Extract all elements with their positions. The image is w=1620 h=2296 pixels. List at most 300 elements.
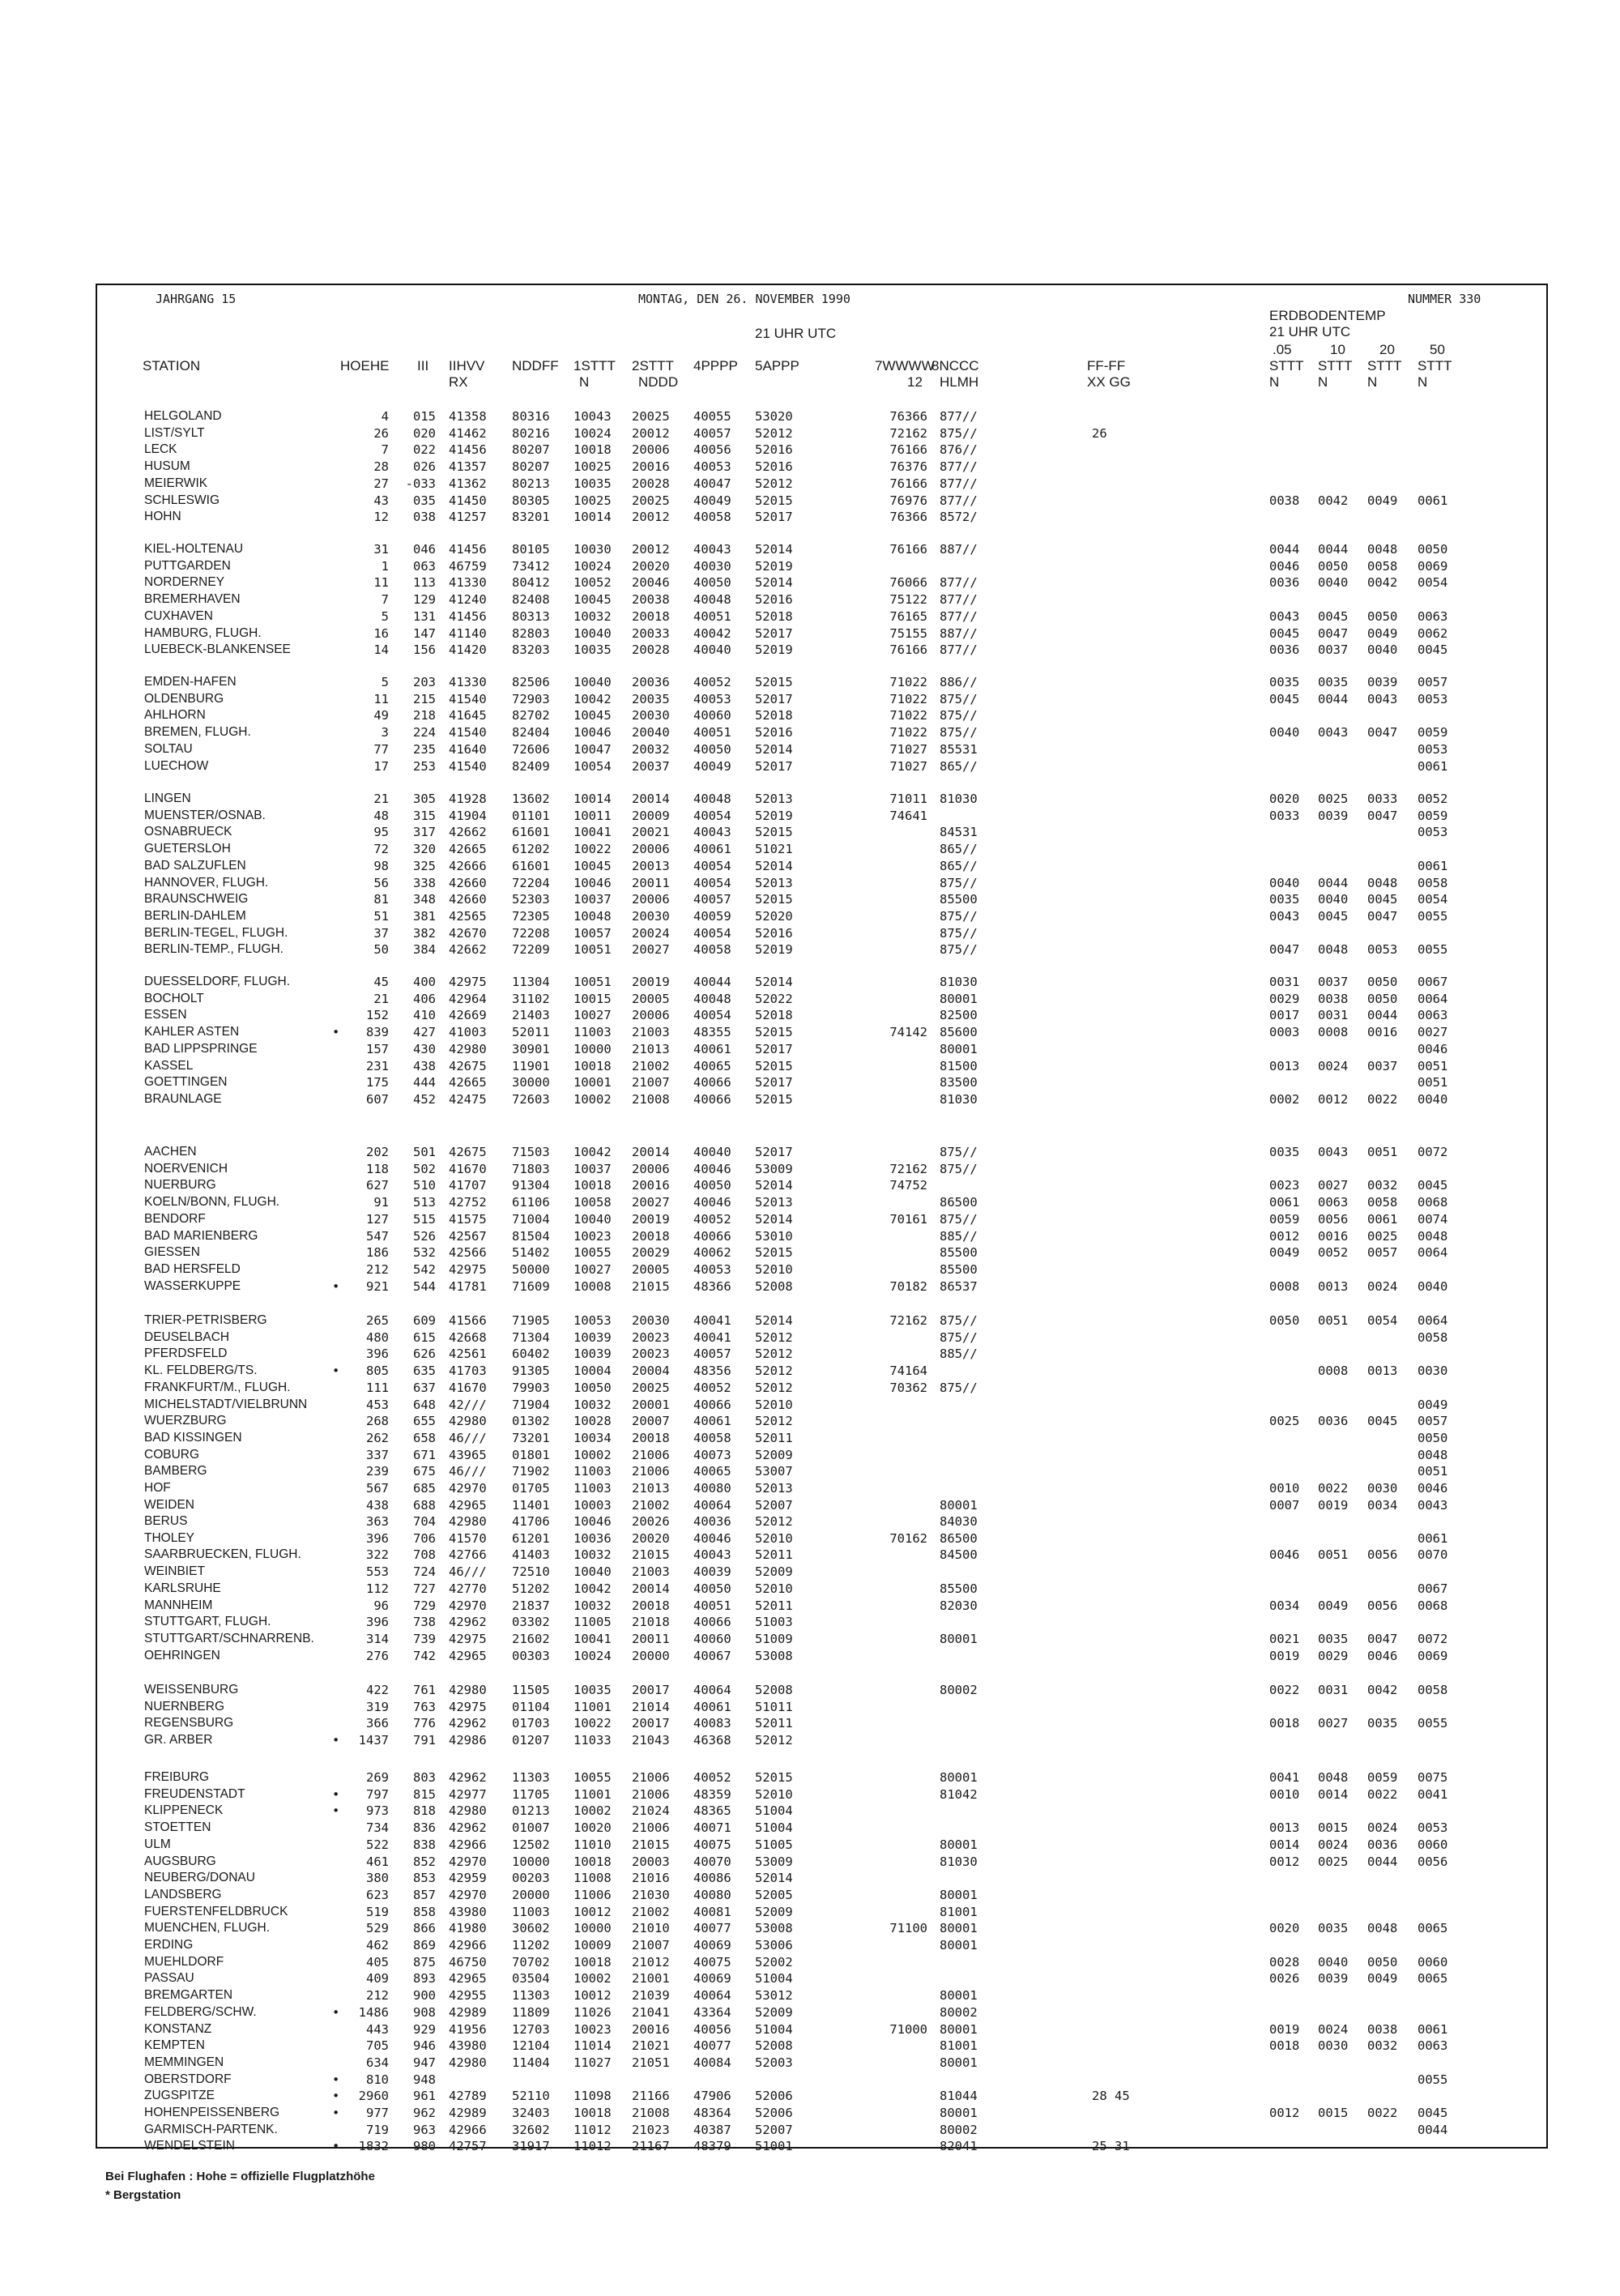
station-index: 015 xyxy=(413,409,436,424)
station-index: 235 xyxy=(413,741,436,757)
mountain-station-marker: • xyxy=(332,2106,340,2120)
group-1-value: 42962 xyxy=(449,1820,487,1836)
group-2-value: 71803 xyxy=(512,1161,550,1176)
soil-temp-1: 0046 xyxy=(1269,558,1300,574)
soil-temp-3: 0030 xyxy=(1367,1481,1398,1496)
group-6-value: 52011 xyxy=(755,1547,793,1563)
group-2-value: 72208 xyxy=(512,925,550,941)
soil-temp-1: 0033 xyxy=(1269,808,1300,823)
group-3-value: 10041 xyxy=(573,825,612,840)
station-name: DEUSELBACH xyxy=(144,1329,230,1344)
cloud-group-8: 80001 xyxy=(940,991,978,1006)
station-index: 704 xyxy=(413,1514,436,1529)
cloud-group-8: 8572/ xyxy=(940,510,978,525)
station-name: BERLIN-TEMP., FLUGH. xyxy=(144,942,284,957)
weather-group-7: 76366 xyxy=(889,510,927,525)
group-6-value: 52009 xyxy=(755,1447,793,1462)
soil-temp-4: 0063 xyxy=(1418,608,1448,624)
group-2-value: 11505 xyxy=(512,1683,550,1697)
cloud-group-8: 80002 xyxy=(940,2004,978,2020)
group-1-value: 42970 xyxy=(449,1887,487,1902)
group-3-value: 10042 xyxy=(573,1145,612,1159)
station-height: 314 xyxy=(366,1631,389,1646)
soil-temp-4: 0055 xyxy=(1418,942,1448,958)
group-4-value: 21041 xyxy=(632,2004,670,2020)
group-2-value: 03302 xyxy=(512,1615,550,1630)
soil-temp-4: 0057 xyxy=(1418,675,1448,689)
cloud-group-8: 80001 xyxy=(940,1887,978,1902)
group-2-value: 11003 xyxy=(512,1904,550,1919)
weather-group-7: 76165 xyxy=(889,608,927,624)
table-row xyxy=(97,2055,1550,2071)
group-3-value: 10023 xyxy=(573,1228,612,1244)
group-5-value: 40059 xyxy=(693,908,731,924)
group-5-value: 40061 xyxy=(693,842,731,857)
weather-group-7: 76166 xyxy=(889,642,927,658)
group-2-value: 73201 xyxy=(512,1430,550,1445)
soil-temp-4: 0061 xyxy=(1418,858,1448,873)
soil-temp-1: 0050 xyxy=(1269,1313,1300,1328)
soil-temp-1: 0036 xyxy=(1269,642,1300,658)
soil-temp-3: 0032 xyxy=(1367,2038,1398,2054)
group-2-value: 73412 xyxy=(512,558,550,574)
group-2-value: 21403 xyxy=(512,1008,550,1023)
group-3-value: 10018 xyxy=(573,1854,612,1869)
soil-temp-4: 0070 xyxy=(1418,1547,1448,1563)
soil-temp-2: 0051 xyxy=(1318,1547,1349,1563)
group-3-value: 10009 xyxy=(573,1938,612,1952)
table-row xyxy=(97,1228,1550,1244)
station-name: NEUBERG/DONAU xyxy=(144,1871,255,1885)
table-row xyxy=(97,408,1550,425)
soil-temp-1: 0028 xyxy=(1269,1954,1300,1970)
mountain-station-marker: • xyxy=(332,2072,340,2087)
group-4-value: 21023 xyxy=(632,2122,670,2137)
soil-temp-4: 0055 xyxy=(1418,908,1448,924)
group-6-value: 52015 xyxy=(755,1058,793,1073)
group-1-value: 42980 xyxy=(449,2055,487,2070)
soil-temp-1: 0025 xyxy=(1269,1414,1300,1429)
table-row xyxy=(97,741,1550,758)
table-row xyxy=(97,1530,1550,1547)
group-2-value: 71503 xyxy=(512,1145,550,1159)
group-6-value: 52012 xyxy=(755,1346,793,1362)
soil-temp-1: 0013 xyxy=(1269,1820,1300,1836)
weather-group-7: 71022 xyxy=(889,708,927,723)
group-5-value: 40046 xyxy=(693,1530,731,1546)
soil-temp-3: 0048 xyxy=(1367,1921,1398,1936)
group-1-value: 42565 xyxy=(449,908,487,924)
station-height: 231 xyxy=(366,1058,389,1073)
group-4-value: 21006 xyxy=(632,1447,670,1462)
group-5-value: 40056 xyxy=(693,442,731,458)
station-height: 322 xyxy=(366,1547,389,1563)
station-index: 962 xyxy=(413,2106,436,2120)
group-4-value: 20005 xyxy=(632,1261,670,1277)
group-4-value: 20018 xyxy=(632,1598,670,1613)
soil-temp-2: 0042 xyxy=(1318,493,1349,508)
soil-temp-2: 0024 xyxy=(1318,1058,1349,1073)
group-6-value: 52006 xyxy=(755,2106,793,2120)
station-index: 544 xyxy=(413,1278,436,1294)
station-height: 462 xyxy=(366,1938,389,1952)
group-4-value: 20006 xyxy=(632,842,670,857)
soil-temp-4: 0054 xyxy=(1418,575,1448,591)
station-height: 4 xyxy=(381,409,389,424)
group-2-value: 52110 xyxy=(512,2089,550,2104)
cloud-group-8: 80001 xyxy=(940,1988,978,2004)
station-index: 609 xyxy=(413,1313,436,1328)
cloud-group-8: 82041 xyxy=(940,2139,978,2154)
station-index: 348 xyxy=(413,892,436,907)
cloud-group-8: 875// xyxy=(940,908,978,924)
group-1-value: 42970 xyxy=(449,1854,487,1869)
mountain-station-marker: • xyxy=(332,1803,340,1819)
table-row xyxy=(97,1937,1550,1953)
station-height: 607 xyxy=(366,1091,389,1107)
group-4-value: 20029 xyxy=(632,1245,670,1261)
station-name: HOHENPEISSENBERG xyxy=(144,2106,280,2119)
group-6-value: 52013 xyxy=(755,792,793,806)
group-6-value: 51001 xyxy=(755,2139,793,2154)
group-5-value: 40041 xyxy=(693,1313,731,1328)
station-name: MUENSTER/OSNAB. xyxy=(144,808,266,822)
soil-temp-time: 21 UHR UTC xyxy=(1269,324,1351,339)
station-name: AHLHORN xyxy=(144,708,206,723)
group-3-value: 10004 xyxy=(573,1364,612,1379)
station-name: PASSAU xyxy=(144,1971,194,1986)
group-2-value: 82404 xyxy=(512,725,550,740)
group-6-value: 53009 xyxy=(755,1161,793,1176)
table-row xyxy=(97,1803,1550,1819)
weather-group-7: 76166 xyxy=(889,442,927,458)
station-index: 215 xyxy=(413,691,436,706)
group-2-value: 71609 xyxy=(512,1278,550,1294)
group-5-value: 40057 xyxy=(693,892,731,907)
soil-temp-4: 0053 xyxy=(1418,1820,1448,1836)
soil-temp-1: 0018 xyxy=(1269,2038,1300,2054)
group-3-value: 10035 xyxy=(573,642,612,658)
station-height: 705 xyxy=(366,2038,389,2054)
group-3-value: 11006 xyxy=(573,1887,612,1902)
soil-temp-2: 0044 xyxy=(1318,542,1349,557)
soil-temp-4: 0067 xyxy=(1418,1581,1448,1596)
group-2-value: 52011 xyxy=(512,1025,550,1040)
col-xxgg: XX GG xyxy=(1087,374,1131,390)
group-5-value: 40051 xyxy=(693,1598,731,1613)
station-index: 658 xyxy=(413,1430,436,1445)
group-6-value: 52011 xyxy=(755,1598,793,1613)
group-6-value: 51021 xyxy=(755,842,793,857)
group-1-value: 42980 xyxy=(449,1803,487,1819)
group-6-value: 52010 xyxy=(755,1530,793,1546)
station-name: OBERSTDORF xyxy=(144,2072,232,2086)
table-row xyxy=(97,1920,1550,1936)
soil-temp-4: 0058 xyxy=(1418,1329,1448,1345)
group-5-value: 40065 xyxy=(693,1058,731,1073)
group-1-value: 42959 xyxy=(449,1871,487,1886)
group-1-value: 42/// xyxy=(449,1397,487,1412)
group-4-value: 20012 xyxy=(632,542,670,557)
group-6-value: 52018 xyxy=(755,608,793,624)
soil-temp-4: 0057 xyxy=(1418,1414,1448,1429)
group-5-value: 40066 xyxy=(693,1075,731,1090)
station-index: 427 xyxy=(413,1025,436,1040)
soil-temp-1: 0007 xyxy=(1269,1497,1300,1513)
soil-temp-2: 0016 xyxy=(1318,1228,1349,1244)
soil-temp-3: 0043 xyxy=(1367,691,1398,706)
group-2-value: 91305 xyxy=(512,1364,550,1379)
group-3-value: 10055 xyxy=(573,1770,612,1785)
group-2-value: 80207 xyxy=(512,459,550,475)
group-1-value: 41358 xyxy=(449,409,487,424)
soil-temp-4: 0065 xyxy=(1418,1971,1448,1987)
group-6-value: 52014 xyxy=(755,1871,793,1886)
station-height: 627 xyxy=(366,1178,389,1193)
station-index: 338 xyxy=(413,875,436,890)
group-4-value: 21006 xyxy=(632,1820,670,1836)
table-row xyxy=(97,608,1550,625)
group-6-value: 52013 xyxy=(755,875,793,890)
group-4-value: 21051 xyxy=(632,2055,670,2070)
soil-temp-2: 0037 xyxy=(1318,975,1349,989)
table-row xyxy=(97,1513,1550,1530)
group-1-value: 41904 xyxy=(449,808,487,823)
gust-value: 28 45 xyxy=(1092,2089,1130,2104)
station-height: 27 xyxy=(373,476,389,491)
group-5-value: 40056 xyxy=(693,2021,731,2037)
cloud-group-8: 865// xyxy=(940,842,978,857)
station-height: 553 xyxy=(366,1564,389,1580)
group-4-value: 21002 xyxy=(632,1497,670,1513)
soil-temp-1: 0010 xyxy=(1269,1481,1300,1496)
group-5-value: 40052 xyxy=(693,1770,731,1785)
station-height: 380 xyxy=(366,1871,389,1886)
group-3-value: 10052 xyxy=(573,575,612,591)
table-row xyxy=(97,891,1550,907)
table-row xyxy=(97,1024,1550,1040)
group-5-value: 40077 xyxy=(693,2038,731,2054)
cloud-group-8: 865// xyxy=(940,858,978,873)
group-3-value: 10032 xyxy=(573,608,612,624)
group-4-value: 21039 xyxy=(632,1988,670,2004)
group-6-value: 52022 xyxy=(755,991,793,1006)
table-row xyxy=(97,1648,1550,1664)
group-3-value: 10042 xyxy=(573,1581,612,1596)
soil-temp-2: 0040 xyxy=(1318,575,1349,591)
station-name: BOCHOLT xyxy=(144,991,204,1005)
table-row xyxy=(97,1244,1550,1261)
group-6-value: 52016 xyxy=(755,592,793,608)
group-4-value: 20025 xyxy=(632,1380,670,1395)
station-index: 869 xyxy=(413,1938,436,1952)
soil-temp-2: 0044 xyxy=(1318,875,1349,890)
station-index: 452 xyxy=(413,1091,436,1107)
group-4-value: 21008 xyxy=(632,1091,670,1107)
weather-group-7: 76366 xyxy=(889,409,927,424)
station-name: WUERZBURG xyxy=(144,1414,227,1428)
table-row xyxy=(97,1211,1550,1227)
table-row xyxy=(97,1007,1550,1023)
group-6-value: 52017 xyxy=(755,510,793,525)
group-5-value: 40048 xyxy=(693,592,731,608)
group-2-value: 31917 xyxy=(512,2139,550,2154)
cloud-group-8: 81001 xyxy=(940,2038,978,2054)
soil-temp-4: 0075 xyxy=(1418,1770,1448,1785)
group-2-value: 01801 xyxy=(512,1447,550,1462)
group-3-value: 10024 xyxy=(573,558,612,574)
station-height: 7 xyxy=(381,592,389,608)
soil-temp-title: ERDBODENTEMP xyxy=(1269,308,1386,323)
cloud-group-8: 85500 xyxy=(940,1581,978,1596)
group-3-value: 11098 xyxy=(573,2089,612,2104)
soil-temp-2: 0015 xyxy=(1318,2106,1349,2120)
table-row xyxy=(97,1497,1550,1513)
soil-temp-1: 0020 xyxy=(1269,792,1300,806)
group-1-value: 41645 xyxy=(449,708,487,723)
station-name: MEMMINGEN xyxy=(144,2055,224,2069)
group-4-value: 21003 xyxy=(632,1564,670,1580)
group-3-value: 10037 xyxy=(573,1161,612,1176)
group-5-value: 40048 xyxy=(693,991,731,1006)
station-index: 035 xyxy=(413,493,436,508)
soil-col-1: STTT xyxy=(1269,358,1304,373)
group-6-value: 52005 xyxy=(755,1887,793,1902)
group-2-value: 30901 xyxy=(512,1041,550,1056)
station-index: 224 xyxy=(413,725,436,740)
group-6-value: 52009 xyxy=(755,1564,793,1580)
soil-temp-2: 0035 xyxy=(1318,675,1349,689)
group-6-value: 52014 xyxy=(755,542,793,557)
group-5-value: 40049 xyxy=(693,493,731,508)
station-height: 921 xyxy=(366,1278,389,1294)
station-name: HELGOLAND xyxy=(144,409,222,423)
group-4-value: 20006 xyxy=(632,442,670,458)
group-5-value: 48355 xyxy=(693,1025,731,1040)
group-6-value: 52019 xyxy=(755,942,793,958)
group-4-value: 20013 xyxy=(632,858,670,873)
group-5-value: 40062 xyxy=(693,1245,731,1261)
station-name: GOETTINGEN xyxy=(144,1075,228,1090)
group-1-value: 46759 xyxy=(449,558,487,574)
group-3-value: 11033 xyxy=(573,1733,612,1748)
station-height: 276 xyxy=(366,1648,389,1663)
soil-temp-2: 0038 xyxy=(1318,991,1349,1006)
group-1-value: 42966 xyxy=(449,1938,487,1952)
soil-temp-1: 0040 xyxy=(1269,725,1300,740)
group-3-value: 11014 xyxy=(573,2038,612,2054)
soil-temp-3: 0022 xyxy=(1367,1786,1398,1802)
soil-temp-1: 0014 xyxy=(1269,1837,1300,1852)
group-1-value: 42567 xyxy=(449,1228,487,1244)
group-1-value: 42966 xyxy=(449,1837,487,1852)
station-name: HOF xyxy=(144,1481,171,1495)
soil-temp-4: 0069 xyxy=(1418,1648,1448,1663)
group-4-value: 21010 xyxy=(632,1921,670,1936)
station-name: FELDBERG/SCHW. xyxy=(144,2004,257,2019)
cloud-group-8: 86500 xyxy=(940,1195,978,1210)
station-height: 453 xyxy=(366,1397,389,1412)
group-5-value: 40066 xyxy=(693,1615,731,1630)
station-height: 265 xyxy=(366,1313,389,1328)
station-height: 337 xyxy=(366,1447,389,1462)
weather-group-7: 72162 xyxy=(889,1313,927,1328)
soil-temp-2: 0043 xyxy=(1318,725,1349,740)
table-row xyxy=(97,1564,1550,1580)
group-5-value: 40058 xyxy=(693,942,731,958)
group-2-value: 71905 xyxy=(512,1313,550,1328)
group-2-value: 32403 xyxy=(512,2106,550,2120)
group-4-value: 20027 xyxy=(632,1195,670,1210)
group-3-value: 10014 xyxy=(573,792,612,806)
soil-temp-2: 0030 xyxy=(1318,2038,1349,2054)
cloud-group-8: 81030 xyxy=(940,792,978,806)
station-name: MICHELSTADT/VIELBRUNN xyxy=(144,1397,308,1411)
group-1-value: 42675 xyxy=(449,1058,487,1073)
table-row xyxy=(97,1091,1550,1107)
group-3-value: 10025 xyxy=(573,493,612,508)
station-index: 866 xyxy=(413,1921,436,1936)
table-row xyxy=(97,2088,1550,2104)
group-5-value: 40081 xyxy=(693,1904,731,1919)
soil-temp-2: 0027 xyxy=(1318,1178,1349,1193)
station-height: 634 xyxy=(366,2055,389,2070)
group-4-value: 21007 xyxy=(632,1938,670,1952)
group-5-value: 40046 xyxy=(693,1161,731,1176)
station-name: LECK xyxy=(144,442,177,457)
report-date: MONTAG, DEN 26. NOVEMBER 1990 xyxy=(638,292,850,306)
station-name: HUSUM xyxy=(144,459,190,474)
group-3-value: 11001 xyxy=(573,1786,612,1802)
group-3-value: 11008 xyxy=(573,1871,612,1886)
group-3-value: 10045 xyxy=(573,708,612,723)
group-2-value: 01007 xyxy=(512,1820,550,1836)
soil-temp-1: 0041 xyxy=(1269,1770,1300,1785)
group-5-value: 40053 xyxy=(693,691,731,706)
group-2-value: 01207 xyxy=(512,1733,550,1748)
group-5-value: 40050 xyxy=(693,741,731,757)
group-4-value: 20030 xyxy=(632,1313,670,1328)
cloud-group-8: 82030 xyxy=(940,1598,978,1613)
station-index: 626 xyxy=(413,1346,436,1362)
cloud-group-8: 81042 xyxy=(940,1786,978,1802)
soil-temp-3: 0044 xyxy=(1367,1854,1398,1869)
station-name: MEIERWIK xyxy=(144,476,208,490)
soil-temp-1: 0059 xyxy=(1269,1211,1300,1227)
soil-temp-3: 0059 xyxy=(1367,1770,1398,1785)
soil-temp-4: 0030 xyxy=(1418,1364,1448,1379)
soil-temp-4: 0054 xyxy=(1418,892,1448,907)
station-height: 529 xyxy=(366,1921,389,1936)
group-5-value: 40049 xyxy=(693,758,731,774)
soil-depth-3: 20 xyxy=(1379,342,1395,357)
group-3-value: 10051 xyxy=(573,942,612,958)
group-1-value: 42660 xyxy=(449,892,487,907)
cloud-group-8: 875// xyxy=(940,1380,978,1395)
group-6-value: 52017 xyxy=(755,625,793,641)
group-1-value: 42666 xyxy=(449,858,487,873)
group-4-value: 20036 xyxy=(632,675,670,689)
group-1-value: 42660 xyxy=(449,875,487,890)
table-row xyxy=(97,1363,1550,1379)
group-2-value: 00203 xyxy=(512,1871,550,1886)
group-6-value: 53010 xyxy=(755,1228,793,1244)
table-row xyxy=(97,1380,1550,1396)
soil-temp-3: 0053 xyxy=(1367,942,1398,958)
group-2-value: 61601 xyxy=(512,858,550,873)
group-4-value: 20020 xyxy=(632,558,670,574)
cloud-group-8: 865// xyxy=(940,758,978,774)
